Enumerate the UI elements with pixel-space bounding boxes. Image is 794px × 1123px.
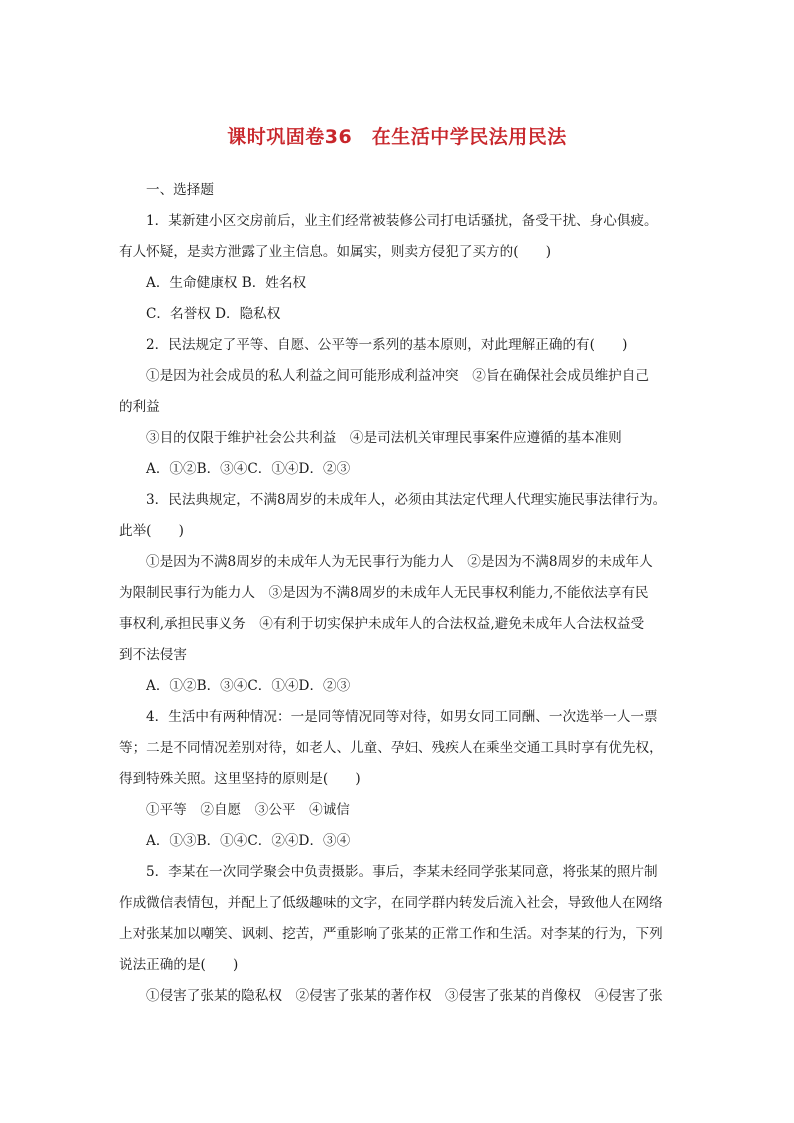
q4-stem-line1: 4．生活中有两种情况：一是同等情况同等对待，如男女同工同酬、一次选举一人一票 <box>146 709 658 725</box>
q3-stem-line1: 3．民法典规定，不满8周岁的未成年人，必须由其法定代理人代理实施民事法律行为。 <box>146 492 667 508</box>
q1-options-cd: C．名誉权 D．隐私权 <box>146 306 281 322</box>
section-heading: 一、选择题 <box>146 182 214 198</box>
q5-statements: ①侵害了张某的隐私权 ②侵害了张某的著作权 ③侵害了张某的肖像权 ④侵害了张 <box>146 988 663 1004</box>
q3-options: A．①②B．③④C．①④D．②③ <box>146 678 351 694</box>
q5-stem-line3: 上对张某加以嘲笑、讽刺、挖苦，严重影响了张某的正常工作和生活。对李某的行为，下列 <box>119 926 663 942</box>
q3-statements-1: ①是因为不满8周岁的未成年人为无民事行为能力人 ②是因为不满8周岁的未成年人 <box>146 554 653 570</box>
page-title: 课时巩固卷36 在生活中学民法用民法 <box>227 126 567 148</box>
q2-options: A．①②B．③④C．①④D．②③ <box>146 461 351 477</box>
question-content <box>119 175 677 1012</box>
q4-stem-line2: 等；二是不同情况差别对待，如老人、儿童、孕妇、残疾人在乘坐交通工具时享有优先权， <box>119 740 663 756</box>
q2-statements-1-cont: 的利益 <box>119 399 160 415</box>
q5-stem-line1: 5．李某在一次同学聚会中负责摄影。事后，李某未经同学张某同意，将张某的照片制 <box>146 864 658 880</box>
q3-stem-line2: 此举( ) <box>119 523 184 539</box>
q4-stem-line3: 得到特殊关照。这里坚持的原则是( ) <box>119 771 361 787</box>
q4-options: A．①③B．①④C．②④D．③④ <box>146 833 351 849</box>
q1-options-ab: A．生命健康权 B．姓名权 <box>146 275 307 291</box>
q4-statements: ①平等 ②自愿 ③公平 ④诚信 <box>146 802 350 818</box>
q3-statements-3: 事权利,承担民事义务 ④有利于切实保护未成年人的合法权益,避免未成年人合法权益受 <box>119 616 645 632</box>
q3-statements-2: 为限制民事行为能力人 ③是因为不满8周岁的未成年人无民事权利能力,不能依法享有民 <box>119 585 649 601</box>
q2-stem: 2．民法规定了平等、自愿、公平等一系列的基本原则，对此理解正确的有( ) <box>146 337 628 353</box>
q3-statements-4: 到不法侵害 <box>119 647 187 663</box>
q5-stem-line2: 作成微信表情包，并配上了低级趣味的文字，在同学群内转发后流入社会，导致他人在网络 <box>119 895 663 911</box>
q1-stem-line1: 1．某新建小区交房前后，业主们经常被装修公司打电话骚扰，备受干扰、身心俱疲。 <box>146 213 658 229</box>
q1-stem-line2: 有人怀疑，是卖方泄露了业主信息。如属实，则卖方侵犯了买方的( ) <box>119 244 552 260</box>
q5-stem-line4: 说法正确的是( ) <box>119 957 239 973</box>
q2-statements-1: ①是因为社会成员的私人利益之间可能形成利益冲突 ②旨在确保社会成员维护自己 <box>146 368 649 384</box>
q2-statements-2: ③目的仅限于维护社会公共利益 ④是司法机关审理民事案件应遵循的基本准则 <box>146 430 622 446</box>
